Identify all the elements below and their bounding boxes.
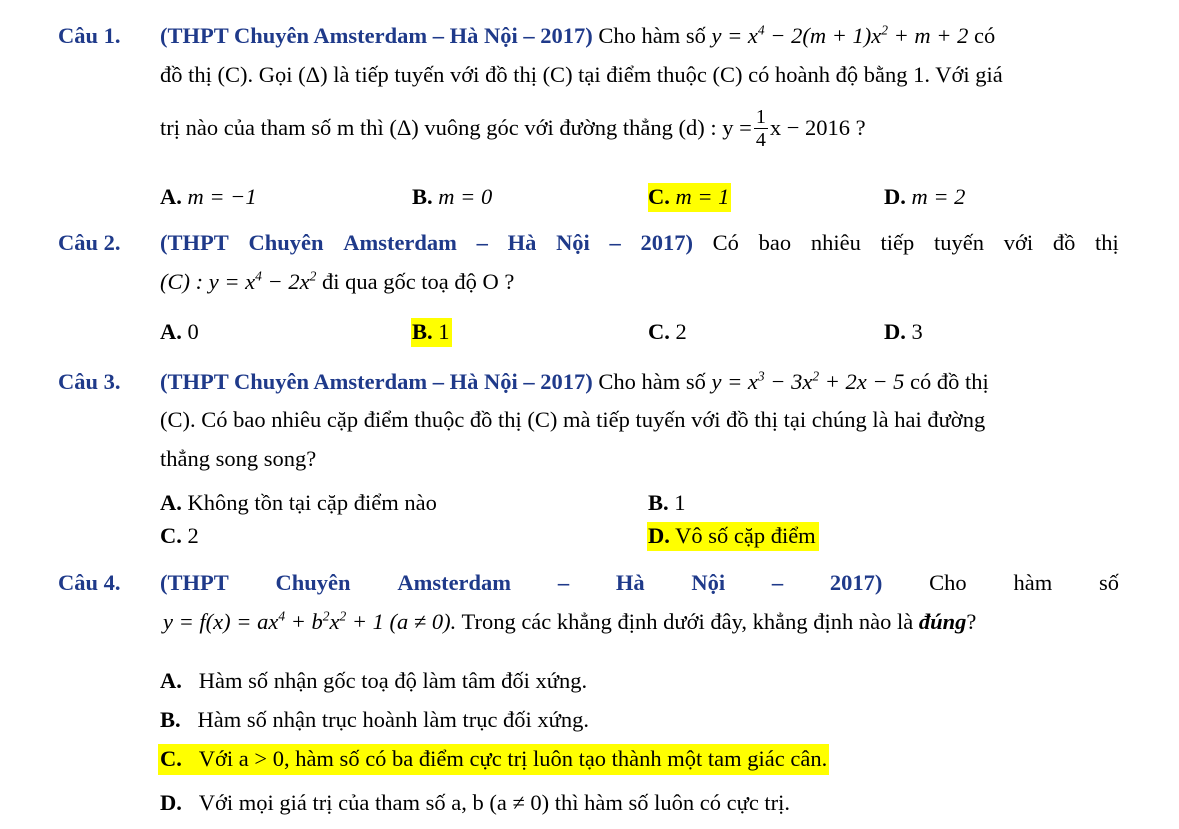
option-text: m = 1 [675,184,730,209]
option-label: A. [160,184,182,209]
q4-option-d[interactable] [160,792,790,815]
option-label: D. [648,523,670,548]
source-word: (THPT [160,230,229,255]
q4-option-b[interactable] [160,709,589,732]
question-3-source: (THPT Chuyên Amsterdam – Hà Nội – 2017) [160,369,593,394]
question-4-line-2 [163,608,977,634]
question-1-line-1 [160,22,996,48]
option-text: m = 2 [911,184,966,209]
text-word: số [1098,570,1119,595]
q3-option-a[interactable] [160,492,437,515]
text-word: nhiêu [810,230,861,255]
source-word: 2017) [640,230,693,255]
question-3-line-2: (C). Có bao nhiêu cặp điểm thuộc đồ thị (C) mà tiếp tuyến với đồ thị tại chúng là hai đường [160,407,986,432]
q1-option-a[interactable] [160,186,257,209]
option-text: 1 [438,319,450,344]
question-2-line-2 [160,268,515,294]
q4-option-c-answer[interactable] [158,744,829,775]
question-4-line-2-text: Trong các khẳng định dưới đây, khẳng định nào là [461,609,914,634]
option-text: 2 [187,523,199,548]
question-3-line-3: thẳng song song? [160,446,317,471]
source-word: (THPT [160,570,229,595]
source-word: Hà [615,570,645,595]
question-4-number: Câu 4. [58,570,121,595]
question-1-number: Câu 1. [58,23,121,48]
source-word: 2017) [829,570,883,595]
question-4-line-1 [160,572,1119,595]
text-word: đồ [1052,230,1076,255]
q1-option-c-answer[interactable] [648,183,731,212]
q2-option-c[interactable] [648,321,687,344]
source-word: Amsterdam [397,570,512,595]
option-label: D. [884,184,906,209]
option-label: C. [160,746,182,771]
option-text: Không tồn tại cặp điểm nào [187,490,437,515]
source-word: Nội [691,570,726,595]
q3-option-d-answer[interactable] [647,522,819,551]
option-text: Vô số cặp điểm [675,523,816,548]
question-1-line-2: đồ thị (C). Gọi (Δ) là tiếp tuyến với đồ thị (C) tại điểm thuộc (C) có hoành độ bằng 1. Với giá [160,62,1003,87]
source-word: Chuyên [275,570,351,595]
option-text: Hàm số nhận trục hoành làm trục đối xứng. [197,707,590,732]
source-word: – [557,570,570,595]
q2-option-d[interactable] [884,321,923,344]
source-word: Nội [556,230,590,255]
question-2-number: Câu 2. [58,230,121,255]
source-word: – [771,570,784,595]
text-word: Có [712,230,739,255]
option-text: Với mọi giá trị của tham số a, b (a ≠ 0) thì hàm số luôn có cực trị. [198,790,791,815]
question-mark: ? [966,609,977,634]
question-1-line-3 [160,106,866,151]
question-1-line-1-end: có [973,23,996,48]
question-1-source: (THPT Chuyên Amsterdam – Hà Nội – 2017) [160,23,593,48]
q3-option-b[interactable] [648,492,686,515]
option-label: D. [160,790,182,815]
option-text: 3 [911,319,923,344]
fraction-numerator: 1 [755,106,766,128]
text-word: với [1003,230,1034,255]
fraction-one-quarter [754,106,768,151]
option-label: D. [884,319,906,344]
source-word: – [476,230,488,255]
option-text: m = −1 [187,184,257,209]
text-word: hàm [1013,570,1053,595]
option-label: B. [412,184,433,209]
q1-option-d[interactable] [884,186,965,209]
text-word: thị [1095,230,1119,255]
option-text: 2 [675,319,687,344]
q2-option-a[interactable] [160,321,199,344]
q1-option-b[interactable] [412,186,492,209]
question-1-intro: Cho hàm số [598,23,706,48]
option-label: A. [160,319,182,344]
emphasis-correct: đúng [918,609,967,634]
question-1-line-3-end: x − 2016 ? [769,115,866,141]
question-2-function: (C) : $y = x^4 - 2x^2$ [160,268,317,294]
source-word: – [609,230,621,255]
fraction-denominator: 4 [755,129,766,151]
option-label: B. [412,319,433,344]
text-word: tuyến [934,230,984,255]
option-text: 0 [187,319,199,344]
option-label: A. [160,490,182,515]
option-text: m = 0 [438,184,493,209]
option-label: B. [160,707,181,732]
question-3-line-1-end: có đồ thị [910,369,989,394]
option-text: Với a > 0, hàm số có ba điểm cực trị luôn tạo thành một tam giác cân. [198,746,828,771]
text-word: Cho [929,570,967,595]
text-word: bao [758,230,792,255]
question-3-number: Câu 3. [58,369,121,394]
option-text: 1 [674,490,686,515]
question-4-function: $y = f(x) = ax^4 + b^2x^2 + 1$ (a ≠ 0). [163,608,457,634]
question-3-line-1 [160,368,989,394]
question-1-line-3-text: trị nào của tham số m thì (Δ) vuông góc với đường thẳng (d) : y = [160,115,752,141]
option-label: C. [160,523,182,548]
source-word: Chuyên [248,230,324,255]
option-text: Hàm số nhận gốc toạ độ làm tâm đối xứng. [198,668,588,693]
source-word: Amsterdam [343,230,457,255]
option-label: C. [648,184,670,209]
option-label: A. [160,668,182,693]
question-2-line-1 [160,232,1119,255]
q4-option-a[interactable] [160,670,587,693]
question-3-intro: Cho hàm số [598,369,706,394]
option-label: B. [648,490,669,515]
q3-option-c[interactable] [160,525,199,548]
question-2-line-2-end: đi qua gốc toạ độ O ? [321,269,515,294]
option-label: C. [648,319,670,344]
source-word: Hà [507,230,537,255]
question-3-function: $y = x^3 - 3x^2 + 2x - 5$ [711,368,905,394]
q2-option-b-answer[interactable] [411,318,452,347]
text-word: tiếp [880,230,915,255]
question-1-function: $y = x^4 - 2(m + 1)x^2 + m + 2$ [711,22,969,48]
